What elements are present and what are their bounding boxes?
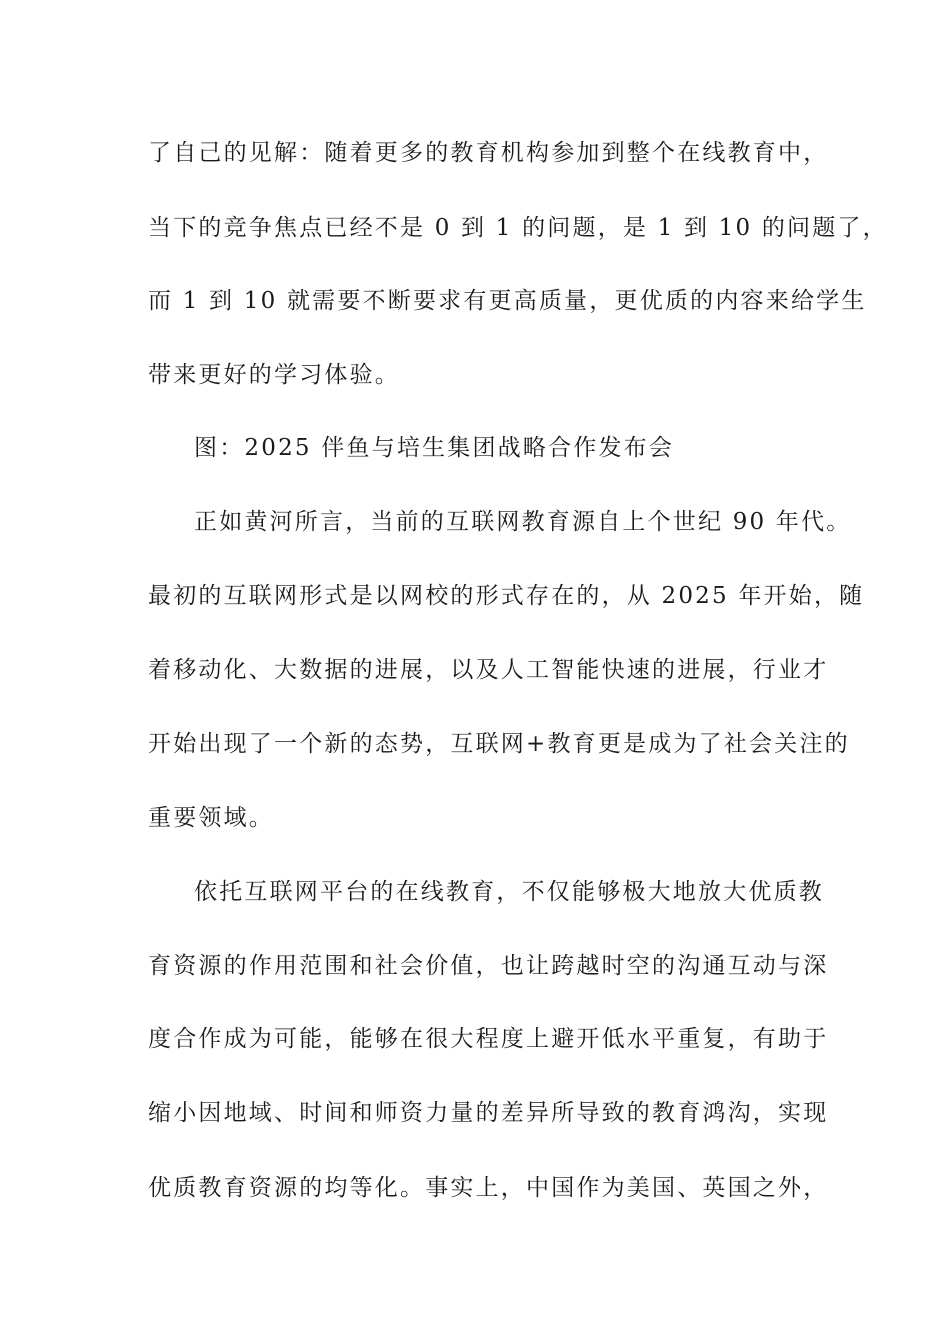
paragraph-3-line-4: 缩小因地域、时间和师资力量的差异所导致的教育鸿沟，实现 xyxy=(148,1100,829,1126)
paragraph-2-line-1: 正如黄河所言，当前的互联网教育源自上个世纪 90 年代。 xyxy=(194,509,852,535)
paragraph-3-line-5: 优质教育资源的均等化。事实上，中国作为美国、英国之外， xyxy=(148,1175,829,1201)
paragraph-3-line-2: 育资源的作用范围和社会价值，也让跨越时空的沟通互动与深 xyxy=(148,953,829,979)
paragraph-3-line-1: 依托互联网平台的在线教育，不仅能够极大地放大优质教 xyxy=(194,879,824,905)
paragraph-1-line-1: 了自己的见解：随着更多的教育机构参加到整个在线教育中， xyxy=(148,140,829,166)
paragraph-2-line-4: 开始出现了一个新的态势，互联网+教育更是成为了社会关注的 xyxy=(148,731,850,757)
paragraph-2-line-3: 着移动化、大数据的进展，以及人工智能快速的进展，行业才 xyxy=(148,657,829,683)
paragraph-1-line-4: 带来更好的学习体验。 xyxy=(148,362,400,388)
paragraph-1-line-3: 而 1 到 10 就需要不断要求有更高质量，更优质的内容来给学生 xyxy=(148,288,867,314)
paragraph-3-line-3: 度合作成为可能，能够在很大程度上避开低水平重复，有助于 xyxy=(148,1026,829,1052)
paragraph-2-line-5: 重要领域。 xyxy=(148,805,274,831)
paragraph-1-line-2: 当下的竞争焦点已经不是 0 到 1 的问题，是 1 到 10 的问题了， xyxy=(148,215,888,241)
paragraph-2-line-2: 最初的互联网形式是以网校的形式存在的，从 2025 年开始，随 xyxy=(148,583,865,609)
figure-caption: 图：2025 伴鱼与培生集团战略合作发布会 xyxy=(194,435,675,461)
